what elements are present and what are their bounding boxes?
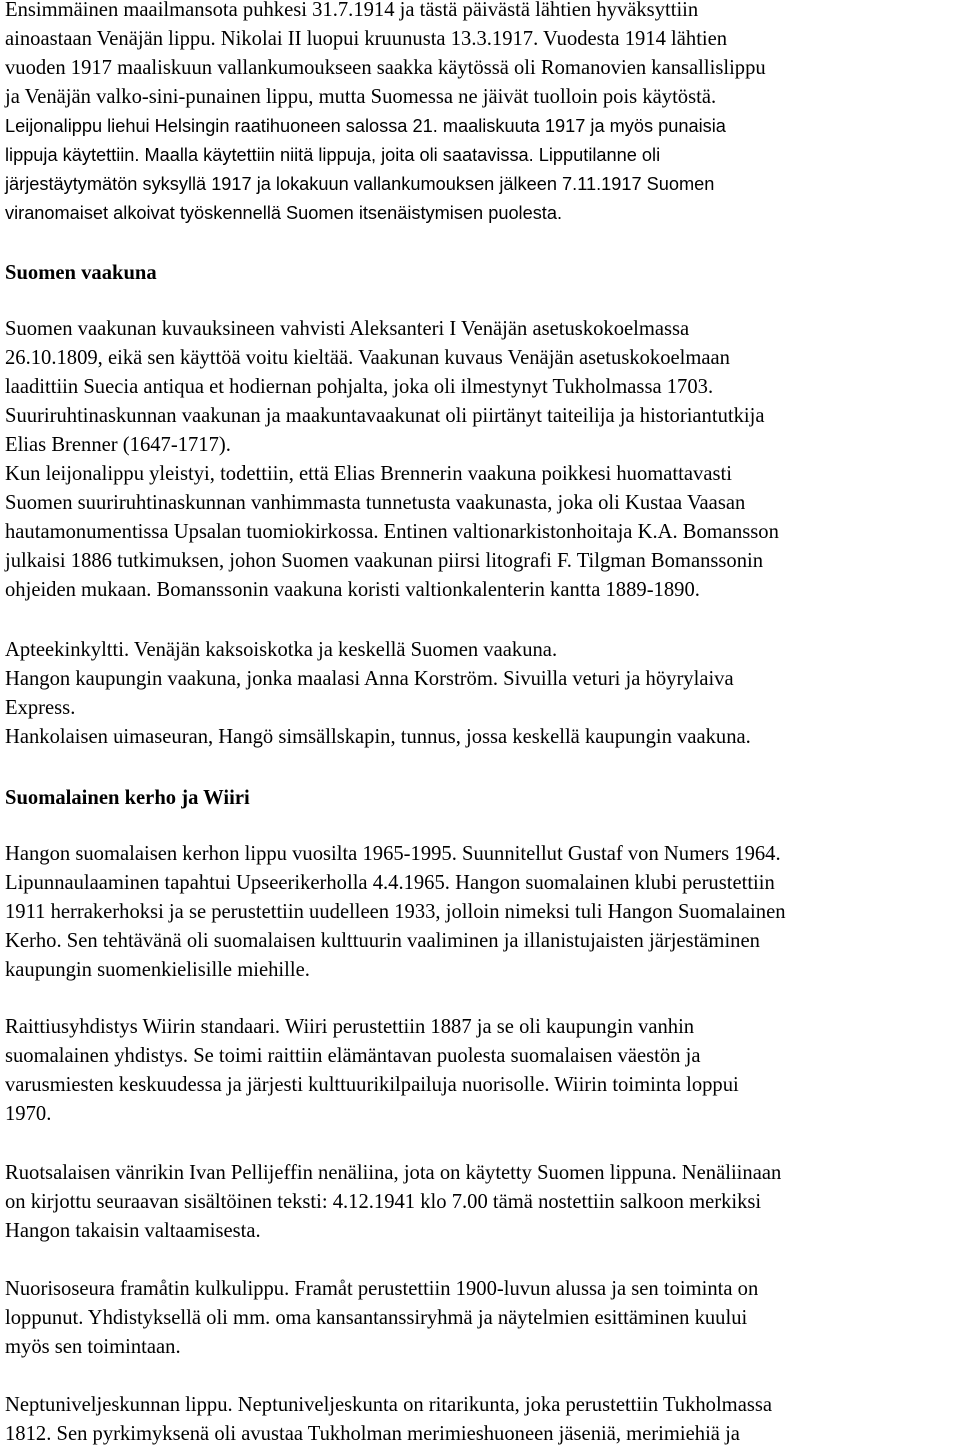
text-line: varusmiesten keskuudessa ja järjesti kulttuurikilpailuja nuorisolle. Wiirin toiminta loppui (5, 1074, 739, 1096)
text-line: 26.10.1809, eikä sen käyttöä voitu kieltää. Vaakunan kuvaus Venäjän asetuskokoelmaan (5, 347, 730, 369)
text-line: Leijonalippu liehui Helsingin raatihuoneen salossa 21. maaliskuuta 1917 ja myös punaisia (5, 116, 726, 136)
intro-sans-block (5, 112, 726, 228)
caption-line: Express. (5, 697, 76, 719)
text-line: hautamonumentissa Upsalan tuomiokirkossa. Entinen valtionarkistonhoitaja K.A. Bomansson (5, 521, 779, 543)
framat-paragraph (5, 1275, 758, 1362)
text-line: Neptuniveljeskunnan lippu. Neptuniveljeskunta on ritarikunta, joka perustettiin Tukholmassa (5, 1394, 773, 1416)
text-line: ainoastaan Venäjän lippu. Nikolai II luopui kruunusta 13.3.1917. Vuodesta 1914 lähtien (5, 28, 728, 50)
text-line: myös sen toimintaan. (5, 1336, 181, 1358)
text-line: suomalainen yhdistys. Se toimi raittiin elämäntavan puolesta suomalaisen väestön ja (5, 1045, 701, 1067)
section-heading-kerho: Suomalainen kerho ja Wiiri (5, 787, 250, 809)
text-line: Suuriruhtinaskunnan vaakunan ja maakuntavaakunat oli piirtänyt taiteilija ja historiantutkija (5, 405, 765, 427)
text-line: 1812. Sen pyrkimyksenä oli avustaa Tukholman merimieshuoneen jäseniä, merimiehiä ja (5, 1423, 740, 1445)
text-line: Lipunnaulaaminen tapahtui Upseerikerholla 4.4.1965. Hangon suomalainen klubi perustettiin (5, 872, 775, 894)
text-line: Kun leijonalippu yleistyi, todettiin, että Elias Brennerin vaakuna poikkesi huomattavasti (5, 463, 732, 485)
vaakuna-paragraph (5, 315, 779, 605)
section-heading-vaakuna: Suomen vaakuna (5, 262, 157, 284)
text-line: Elias Brenner (1647-1717). (5, 434, 231, 456)
kerho-paragraph (5, 840, 786, 985)
text-line: julkaisi 1886 tutkimuksen, johon Suomen vaakunan piirsi litografi F. Tilgman Bomanssonin (5, 550, 764, 572)
text-line: Ruotsalaisen vänrikin Ivan Pellijeffin nenäliina, jota on käytetty Suomen lippuna. Nenäliinaan (5, 1162, 782, 1184)
text-line: viranomaiset alkoivat työskennellä Suomen itsenäistymisen puolesta. (5, 203, 563, 223)
caption-line: Apteekinkyltti. Venäjän kaksoiskotka ja keskellä Suomen vaakuna. (5, 639, 558, 661)
intro-serif-block (5, 0, 766, 112)
text-line: Kerho. Sen tehtävänä oli suomalaisen kulttuurin vaaliminen ja illanistujaisten järjestäminen (5, 930, 760, 952)
neptuni-paragraph (5, 1391, 772, 1449)
text-line: järjestäytymätön syksyllä 1917 ja lokakuun vallankumouksen jälkeen 7.11.1917 Suomen (5, 174, 715, 194)
text-line: kaupungin suomenkielisille miehille. (5, 959, 310, 981)
text-line: vuoden 1917 maaliskuun vallankumoukseen saakka käytössä oli Romanovien kansallislippu (5, 57, 766, 79)
text-line: lippuja käytettiin. Maalla käytettiin niitä lippuja, joita oli saatavissa. Lipputilanne oli (5, 145, 661, 165)
text-line: Hangon suomalaisen kerhon lippu vuosilta 1965-1995. Suunnitellut Gustaf von Numers 1964. (5, 843, 781, 865)
wiiri-paragraph (5, 1013, 739, 1129)
text-line: 1970. (5, 1103, 52, 1125)
nenaliina-paragraph (5, 1159, 781, 1246)
text-line: ohjeiden mukaan. Bomanssonin vaakuna koristi valtionkalenterin kantta 1889-1890. (5, 579, 700, 601)
vaakuna-captions (5, 636, 751, 752)
text-line: laadittiin Suecia antiqua et hodiernan pohjalta, joka oli ilmestynyt Tukholmassa 1703. (5, 376, 714, 398)
text-line: Raittiusyhdistys Wiirin standaari. Wiiri perustettiin 1887 ja se oli kaupungin vanhin (5, 1016, 695, 1038)
caption-line: Hangon kaupungin vaakuna, jonka maalasi Anna Korström. Sivuilla veturi ja höyrylaiva (5, 668, 734, 690)
text-line: loppunut. Yhdistyksellä oli mm. oma kansantanssiryhmä ja näytelmien esittäminen kuului (5, 1307, 748, 1329)
text-line: Suomen suuriruhtinaskunnan vanhimmasta tunnetusta vaakunasta, joka oli Kustaa Vaasan (5, 492, 746, 514)
text-line: on kirjottu seuraavan sisältöinen teksti: 4.12.1941 klo 7.00 tämä nostettiin salkoon merkiksi (5, 1191, 762, 1213)
text-line: Nuorisoseura framåtin kulkulippu. Framåt perustettiin 1900-luvun alussa ja sen toiminta on (5, 1278, 759, 1300)
text-line: Hangon takaisin valtaamisesta. (5, 1220, 261, 1242)
caption-line: Hankolaisen uimaseuran, Hangö simsällskapin, tunnus, jossa keskellä kaupungin vaakuna. (5, 726, 751, 748)
text-line: Suomen vaakunan kuvauksineen vahvisti Aleksanteri I Venäjän asetuskokoelmassa (5, 318, 690, 340)
text-line: ja Venäjän valko-sini-punainen lippu, mutta Suomessa ne jäivät tuolloin pois käytöstä. (5, 86, 717, 108)
text-line: Ensimmäinen maailmansota puhkesi 31.7.1914 ja tästä päivästä lähtien hyväksyttiin (5, 0, 699, 21)
text-line: 1911 herrakerhoksi ja se perustettiin uudelleen 1933, jolloin nimeksi tuli Hangon Suomalainen (5, 901, 786, 923)
